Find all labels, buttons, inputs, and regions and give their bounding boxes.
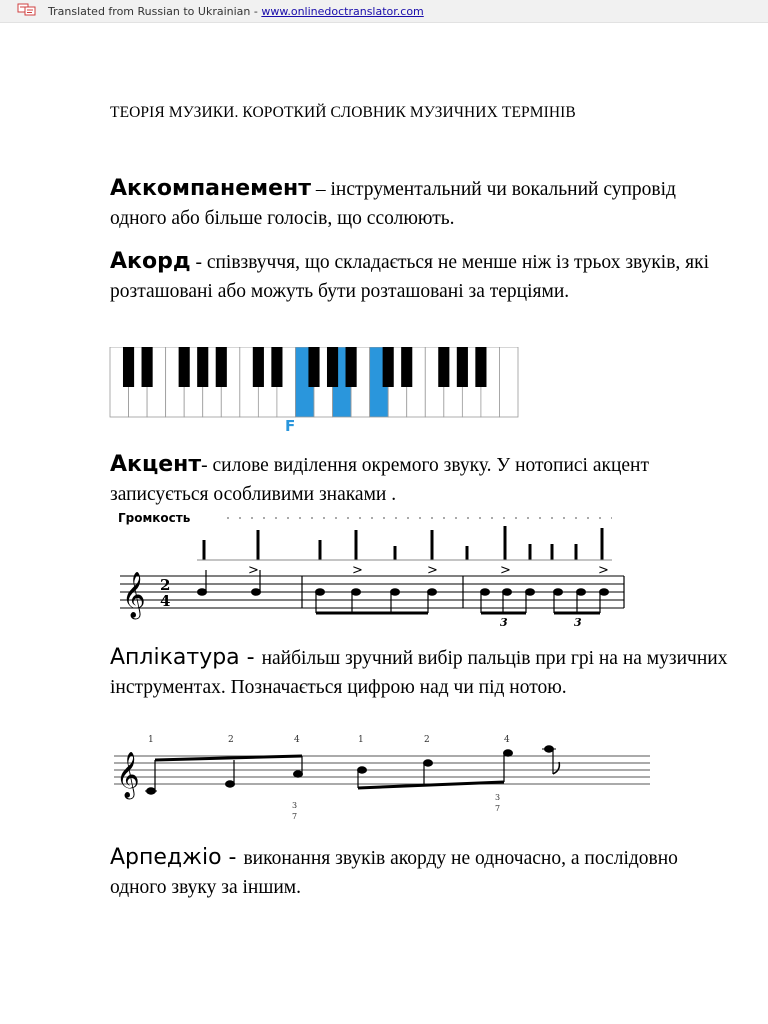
black-key bbox=[475, 347, 486, 387]
entry-chord bbox=[110, 247, 730, 306]
black-key bbox=[179, 347, 190, 387]
black-key bbox=[401, 347, 412, 387]
black-key bbox=[142, 347, 153, 387]
banner-text: Translated from Russian to Ukrainian - bbox=[48, 5, 262, 18]
finger-numbers-top bbox=[148, 735, 510, 745]
treble-clef-icon: 𝄞 bbox=[116, 752, 140, 798]
svg-text:7: 7 bbox=[495, 804, 501, 813]
black-key bbox=[271, 347, 282, 387]
svg-text:>: > bbox=[248, 563, 259, 578]
term-accent: Акцент bbox=[110, 452, 202, 477]
term-arpeggio: Арпеджіо - bbox=[110, 845, 244, 870]
svg-text:>: > bbox=[598, 563, 609, 578]
svg-text:3: 3 bbox=[495, 793, 501, 802]
black-key bbox=[253, 347, 264, 387]
svg-text:>: > bbox=[500, 563, 511, 578]
entry-fingering bbox=[110, 643, 730, 702]
treble-clef-icon: 𝄞 bbox=[122, 572, 146, 618]
definition-accent: - силове виділення окремого звуку. У нотописі акцент записується особливими знаками . bbox=[110, 455, 650, 505]
fingering-notation-figure bbox=[112, 732, 652, 829]
term-accompaniment: Аккомпанемент bbox=[110, 176, 312, 201]
black-key bbox=[197, 347, 208, 387]
black-key bbox=[438, 347, 449, 387]
svg-text:>: > bbox=[427, 563, 438, 578]
page-title: ТЕОРІЯ МУЗИКИ. КОРОТКИЙ СЛОВНИК МУЗИЧНИХ ТЕРМІНІВ bbox=[110, 104, 576, 121]
entry-accent bbox=[110, 450, 730, 509]
black-key bbox=[308, 347, 319, 387]
black-key bbox=[123, 347, 134, 387]
black-key bbox=[457, 347, 468, 387]
translation-banner bbox=[0, 0, 768, 23]
black-key bbox=[327, 347, 338, 387]
definition-accompaniment: – інструментальний чи вокальний супровід одного або більше голосів, що ссолюють. bbox=[110, 179, 676, 229]
piano-keyboard-figure bbox=[109, 347, 521, 440]
time-signature-bottom: 4 bbox=[160, 592, 171, 610]
definition-arpeggio: виконання звуків акорду не одночасно, а послідовно одного звуку за іншим. bbox=[110, 848, 678, 898]
svg-text:2: 2 bbox=[424, 735, 430, 745]
svg-text:4: 4 bbox=[504, 735, 510, 745]
entry-arpeggio bbox=[110, 843, 730, 902]
svg-text:4: 4 bbox=[294, 735, 300, 745]
staff-lines bbox=[120, 576, 624, 608]
svg-text:1: 1 bbox=[148, 735, 154, 745]
term-fingering: Аплікатура - bbox=[110, 645, 262, 670]
volume-bars bbox=[204, 526, 602, 560]
keyboard-note-label: F bbox=[285, 417, 296, 435]
svg-text:7: 7 bbox=[292, 812, 298, 821]
triplet-marks bbox=[500, 616, 582, 628]
svg-text:3: 3 bbox=[574, 616, 582, 628]
definition-chord: - співзвуччя, що складається не менше ніж із трьох звуків, які розташовані або можуть бути розташовані за терціями. bbox=[110, 252, 710, 302]
definition-fingering: найбільш зручний вибір пальців при грі на на музичних інструментах. Позначається цифрою над чи під нотою. bbox=[110, 648, 728, 698]
black-key bbox=[346, 347, 357, 387]
svg-text:3: 3 bbox=[292, 801, 298, 810]
entry-accompaniment bbox=[110, 174, 730, 233]
time-signature-top: 2 bbox=[160, 576, 171, 594]
term-chord: Акорд bbox=[110, 249, 191, 274]
translator-link[interactable]: www.onlinedoctranslator.com bbox=[261, 5, 424, 18]
volume-label: Громкость bbox=[118, 511, 191, 525]
white-key bbox=[499, 347, 518, 417]
svg-text:>: > bbox=[352, 563, 363, 578]
svg-text:3: 3 bbox=[500, 616, 508, 628]
svg-text:1: 1 bbox=[358, 735, 364, 745]
finger-numbers-bottom bbox=[292, 793, 500, 821]
svg-text:2: 2 bbox=[228, 735, 234, 745]
translator-logo-icon bbox=[17, 3, 37, 20]
black-key bbox=[216, 347, 227, 387]
accent-notation-figure bbox=[112, 508, 628, 633]
black-key bbox=[383, 347, 394, 387]
